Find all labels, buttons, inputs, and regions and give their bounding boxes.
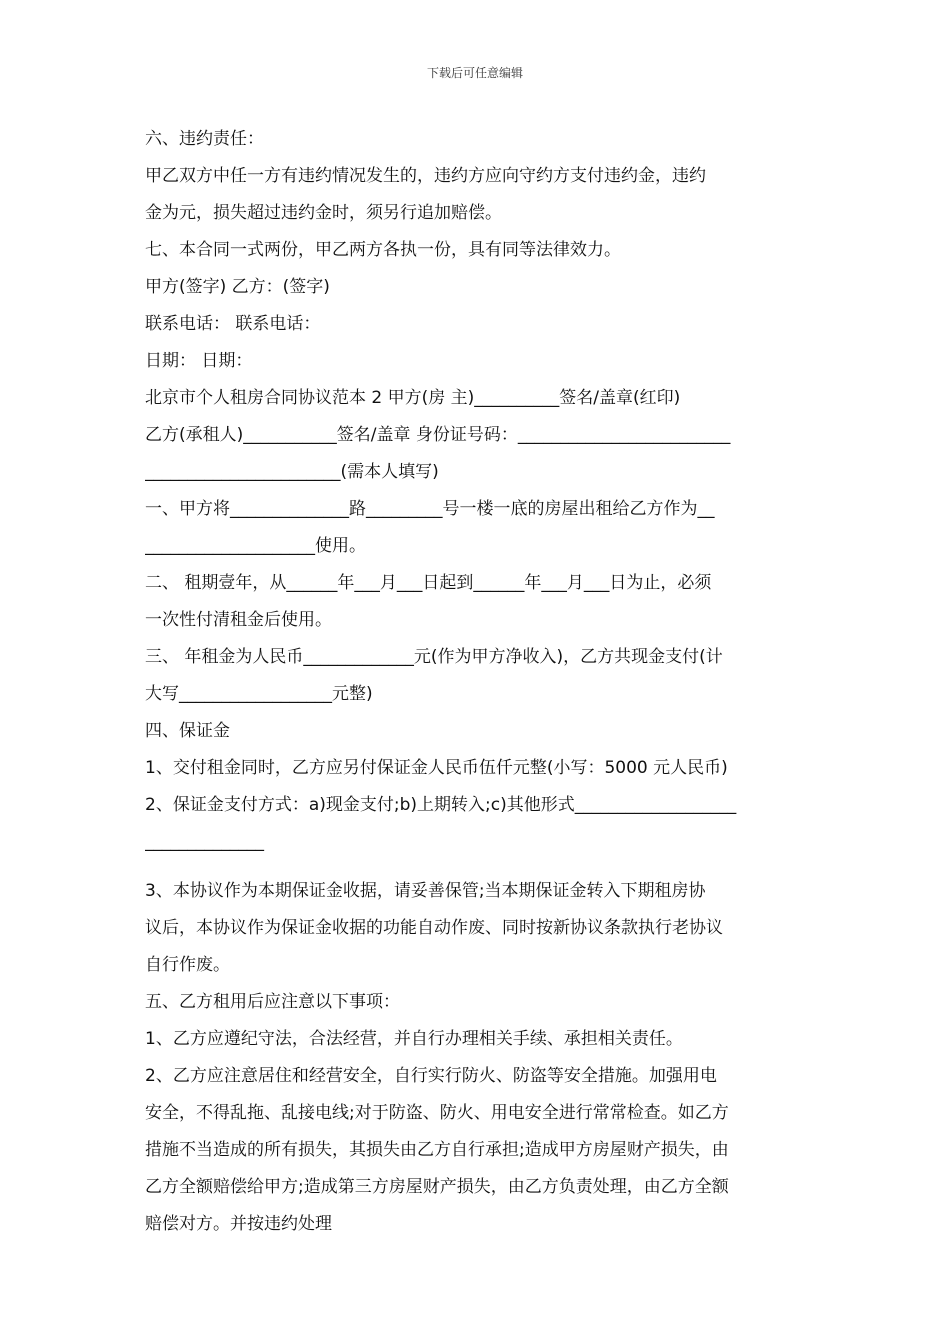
paragraph-line: 四、保证金 bbox=[145, 721, 230, 741]
paragraph-line: 措施不当造成的所有损失，其损失由乙方自行承担;造成甲方房屋财产损失，由 bbox=[145, 1140, 729, 1160]
paragraph-line: 金为元，损失超过违约金时，须另行追加赔偿。 bbox=[145, 203, 502, 223]
paragraph-line: 二、 租期壹年，从______年___月___日起到______年___月___日为止，必须 bbox=[145, 573, 712, 593]
document-body bbox=[145, 121, 807, 1243]
paragraph-line: 议后，本协议作为保证金收据的功能自动作废、同时按新协议条款执行老协议 bbox=[145, 918, 723, 938]
paragraph-line: 北京市个人租房合同协议范本 2 甲方(房 主)__________签名/盖章(红印) bbox=[145, 388, 681, 408]
paragraph-line: 自行作废。 bbox=[145, 955, 230, 975]
paragraph-line: _______________________(需本人填写) bbox=[145, 462, 439, 482]
paragraph-line: 乙方(承租人)___________签名/盖章 身份证号码：_________________________ bbox=[145, 425, 731, 445]
page-header: 下载后可任意编辑 bbox=[426, 66, 523, 80]
paragraph-line: 甲方(签字) 乙方：(签字) bbox=[145, 277, 330, 297]
paragraph-line: 联系电话： 联系电话： bbox=[145, 314, 321, 334]
paragraph-line: 2、乙方应注意居住和经营安全，自行实行防火、防盗等安全措施。加强用电 bbox=[145, 1066, 717, 1086]
paragraph-line: 安全，不得乱拖、乱接电线;对于防盗、防火、用电安全进行常常检查。如乙方 bbox=[145, 1103, 729, 1123]
paragraph-line: 3、本协议作为本期保证金收据，请妥善保管;当本期保证金转入下期租房协 bbox=[145, 881, 706, 901]
paragraph-line: ____________________使用。 bbox=[145, 536, 366, 556]
paragraph-line: 一、甲方将______________路_________号一楼一底的房屋出租给乙方作为__ bbox=[145, 499, 715, 519]
paragraph-spacer bbox=[145, 861, 807, 873]
paragraph-line: 1、交付租金同时，乙方应另付保证金人民币伍仟元整(小写：5000 元人民币) bbox=[145, 758, 728, 778]
paragraph-line: 六、违约责任： bbox=[145, 129, 264, 149]
paragraph-line: 五、乙方租用后应注意以下事项： bbox=[145, 992, 400, 1012]
paragraph-line: 日期： 日期： bbox=[145, 351, 253, 371]
paragraph-line: 一次性付清租金后使用。 bbox=[145, 610, 332, 630]
paragraph-line: 2、保证金支付方式：a)现金支付;b)上期转入;c)其他形式___________________ bbox=[145, 795, 737, 815]
paragraph-line: 三、 年租金为人民币_____________元(作为甲方净收入)，乙方共现金支付(计 bbox=[145, 647, 723, 667]
paragraph-line: ______________ bbox=[145, 832, 264, 852]
paragraph-line: 大写__________________元整) bbox=[145, 684, 373, 704]
paragraph-line: 1、乙方应遵纪守法，合法经营，并自行办理相关手续、承担相关责任。 bbox=[145, 1029, 683, 1049]
paragraph-line: 甲乙双方中任一方有违约情况发生的，违约方应向守约方支付违约金，违约 bbox=[145, 166, 706, 186]
paragraph-line: 七、本合同一式两份，甲乙两方各执一份，具有同等法律效力。 bbox=[145, 240, 621, 260]
paragraph-line: 乙方全额赔偿给甲方;造成第三方房屋财产损失，由乙方负责处理，由乙方全额 bbox=[145, 1177, 729, 1197]
paragraph-line: 赔偿对方。并按违约处理 bbox=[145, 1214, 332, 1234]
